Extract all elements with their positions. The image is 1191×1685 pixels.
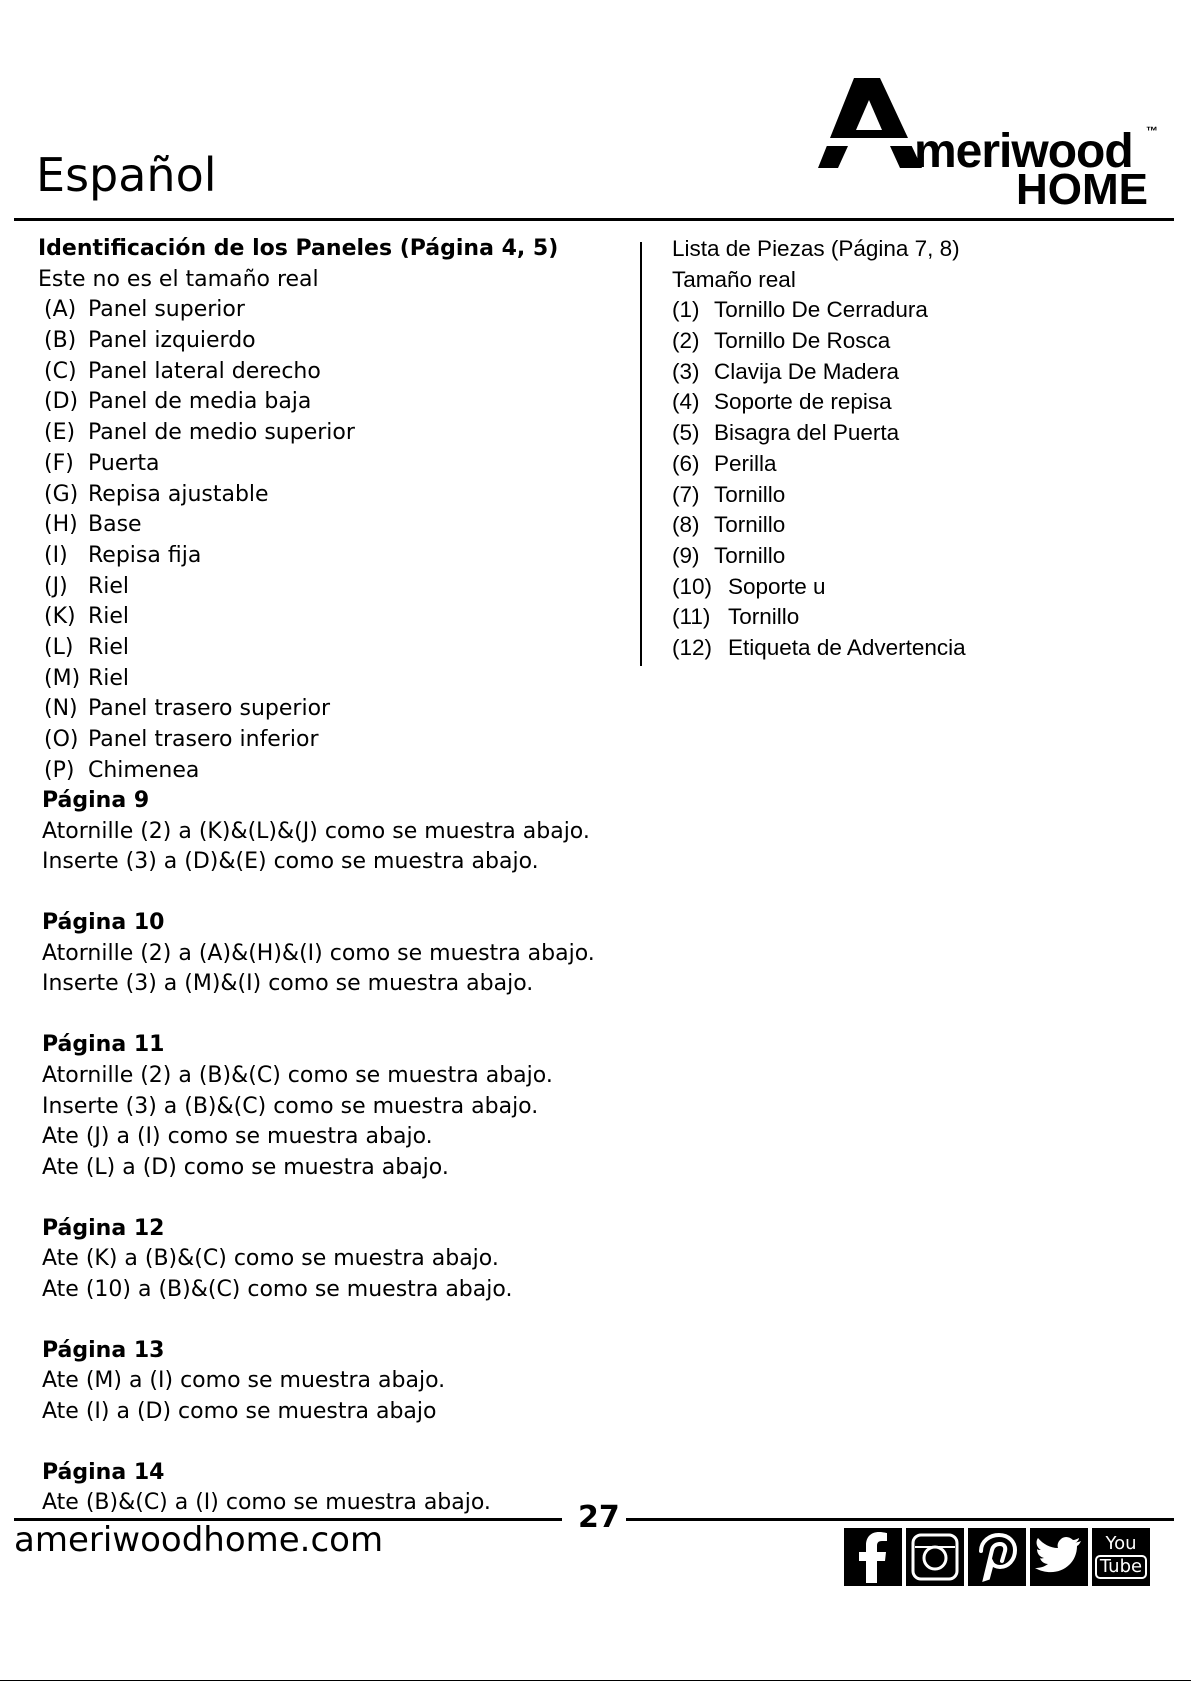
panel-code: (K) [44, 604, 76, 630]
panel-item [38, 756, 638, 787]
instagram-icon[interactable] [906, 1528, 964, 1586]
panel-code: (L) [44, 634, 74, 660]
panel-list [38, 295, 638, 786]
panel-code: (C) [44, 358, 77, 384]
social-icons [844, 1528, 1150, 1586]
panel-code: (B) [44, 328, 77, 354]
panel-item [38, 633, 638, 664]
panel-code: (G) [44, 481, 79, 507]
panel-item [38, 357, 638, 388]
part-label: Perilla [714, 450, 777, 476]
panel-label: Riel [88, 634, 130, 660]
step-instruction: Inserte (3) a (D)&(E) como se muestra abajo. [42, 849, 539, 875]
part-label: Etiqueta de Advertencia [728, 634, 966, 660]
panels-subtitle: Este no es el tamaño real [38, 266, 319, 292]
panel-code: (F) [44, 450, 74, 476]
part-item [672, 541, 1172, 572]
panel-label: Chimenea [88, 757, 200, 783]
panel-item [38, 725, 638, 756]
panel-code: (N) [44, 696, 78, 722]
parts-heading: Lista de Piezas (Página 7, 8) [672, 236, 960, 261]
panel-label: Panel superior [88, 297, 245, 323]
panel-item [38, 449, 638, 480]
part-number: (3) [672, 358, 700, 384]
part-label: Tornillo [728, 604, 800, 630]
pinterest-icon[interactable] [968, 1528, 1026, 1586]
panel-item [38, 387, 638, 418]
panel-label: Panel de media baja [88, 389, 312, 415]
part-item [672, 449, 1172, 480]
step-block [42, 786, 662, 878]
youtube-icon[interactable] [1092, 1528, 1150, 1586]
step-heading: Página 14 [42, 1459, 165, 1485]
step-instruction: Atornille (2) a (B)&(C) como se muestra abajo. [42, 1062, 553, 1088]
part-number: (5) [672, 420, 700, 446]
footer-divider-right [626, 1518, 1174, 1521]
step-heading: Página 11 [42, 1032, 165, 1058]
step-instruction: Atornille (2) a (A)&(H)&(I) como se muestra abajo. [42, 940, 595, 966]
part-item [672, 326, 1172, 357]
page-title: Español [36, 148, 217, 202]
panel-code: (H) [44, 512, 78, 538]
part-number: (8) [672, 512, 700, 538]
page-number: 27 [578, 1500, 620, 1535]
parts-list-section [672, 234, 1172, 664]
step-instruction: Ate (J) a (I) como se muestra abajo. [42, 1124, 433, 1150]
panel-code: (I) [44, 542, 68, 568]
website-link[interactable]: ameriwoodhome.com [14, 1520, 384, 1560]
part-item [672, 357, 1172, 388]
logo-a-mark [818, 78, 928, 170]
parts-subtitle: Tamaño real [672, 266, 796, 292]
part-label: Soporte u [728, 573, 826, 599]
step-block [42, 1336, 662, 1428]
part-label: Tornillo De Rosca [714, 328, 891, 354]
part-label: Tornillo [714, 512, 786, 538]
step-block [42, 1214, 662, 1306]
step-block [42, 908, 662, 1000]
step-instruction: Ate (I) a (D) como se muestra abajo [42, 1399, 437, 1424]
twitter-icon[interactable] [1030, 1528, 1088, 1586]
step-instruction: Ate (L) a (D) como se muestra abajo. [42, 1154, 449, 1180]
part-item [672, 418, 1172, 449]
part-item [672, 572, 1172, 603]
part-label: Tornillo [714, 481, 786, 507]
step-block [42, 1030, 662, 1183]
parts-list [672, 295, 1172, 663]
page-bottom-rule [0, 1680, 1191, 1681]
panel-item [38, 541, 638, 572]
part-number: (10) [672, 573, 713, 599]
assembly-steps [42, 786, 662, 1549]
youtube-text-tube: Tube [1095, 1555, 1147, 1579]
step-instruction: Ate (K) a (B)&(C) como se muestra abajo. [42, 1246, 499, 1272]
header-divider [14, 218, 1174, 221]
panel-label: Puerta [88, 450, 160, 476]
panel-item [38, 295, 638, 326]
column-divider [640, 242, 642, 666]
part-label: Bisagra del Puerta [714, 420, 900, 446]
panel-code: (O) [44, 727, 79, 752]
panel-code: (J) [44, 573, 68, 599]
part-number: (7) [672, 481, 700, 507]
panel-item [38, 572, 638, 603]
logo-text-meriwood: meriwood [914, 125, 1133, 178]
panels-heading: Identificación de los Paneles (Página 4, 5) [38, 236, 559, 261]
panel-label: Riel [88, 573, 130, 599]
panel-identification [38, 234, 638, 786]
youtube-text-you: You [1105, 1533, 1137, 1554]
part-label: Tornillo [714, 542, 786, 568]
part-item [672, 295, 1172, 326]
panel-code: (M) [44, 665, 81, 691]
part-item [672, 510, 1172, 541]
panel-label: Riel [88, 604, 130, 630]
panel-label: Repisa ajustable [88, 481, 269, 507]
panel-item [38, 510, 638, 541]
panel-label: Panel izquierdo [88, 328, 256, 354]
panel-item [38, 694, 638, 725]
logo-trademark: ™ [1146, 124, 1158, 138]
panel-item [38, 602, 638, 633]
part-number: (11) [672, 604, 711, 630]
panel-code: (E) [44, 420, 76, 446]
part-number: (6) [672, 450, 700, 476]
part-number: (4) [672, 389, 700, 415]
panel-item [38, 418, 638, 449]
panel-label: Repisa fija [88, 542, 202, 568]
step-instruction: Atornille (2) a (K)&(L)&(J) como se muestra abajo. [42, 818, 590, 844]
step-instruction: Ate (M) a (I) como se muestra abajo. [42, 1368, 446, 1394]
panel-label: Panel trasero superior [88, 696, 331, 722]
part-number: (2) [672, 328, 700, 354]
part-number: (9) [672, 542, 700, 568]
facebook-icon[interactable] [844, 1528, 902, 1586]
panel-label: Riel [88, 665, 130, 691]
part-number: (12) [672, 634, 713, 660]
part-label: Clavija De Madera [714, 358, 900, 384]
logo-text-home: HOME [1016, 165, 1148, 214]
step-heading: Página 9 [42, 788, 150, 813]
part-item [672, 602, 1172, 633]
panel-label: Base [88, 512, 142, 538]
panel-label: Panel lateral derecho [88, 358, 321, 384]
part-label: Tornillo De Cerradura [714, 297, 928, 323]
part-item [672, 387, 1172, 418]
step-heading: Página 13 [42, 1337, 165, 1363]
ameriwood-home-logo [818, 78, 1158, 214]
panel-code: (D) [44, 389, 79, 415]
step-instruction: Inserte (3) a (M)&(I) como se muestra abajo. [42, 971, 534, 997]
step-heading: Página 10 [42, 910, 165, 936]
step-instruction: Inserte (3) a (B)&(C) como se muestra abajo. [42, 1093, 539, 1119]
panel-label: Panel trasero inferior [88, 727, 319, 752]
part-label: Soporte de repisa [714, 389, 892, 415]
step-instruction: Ate (B)&(C) a (I) como se muestra abajo. [42, 1490, 491, 1516]
panel-label: Panel de medio superior [88, 420, 355, 446]
panel-code: (P) [44, 757, 75, 783]
panel-item [38, 326, 638, 357]
step-heading: Página 12 [42, 1215, 165, 1241]
part-item [672, 480, 1172, 511]
part-number: (1) [672, 297, 700, 323]
panel-item [38, 664, 638, 695]
step-instruction: Ate (10) a (B)&(C) como se muestra abajo. [42, 1276, 513, 1302]
part-item [672, 633, 1172, 664]
panel-code: (A) [44, 297, 77, 323]
panel-item [38, 480, 638, 511]
step-block [42, 1458, 662, 1519]
